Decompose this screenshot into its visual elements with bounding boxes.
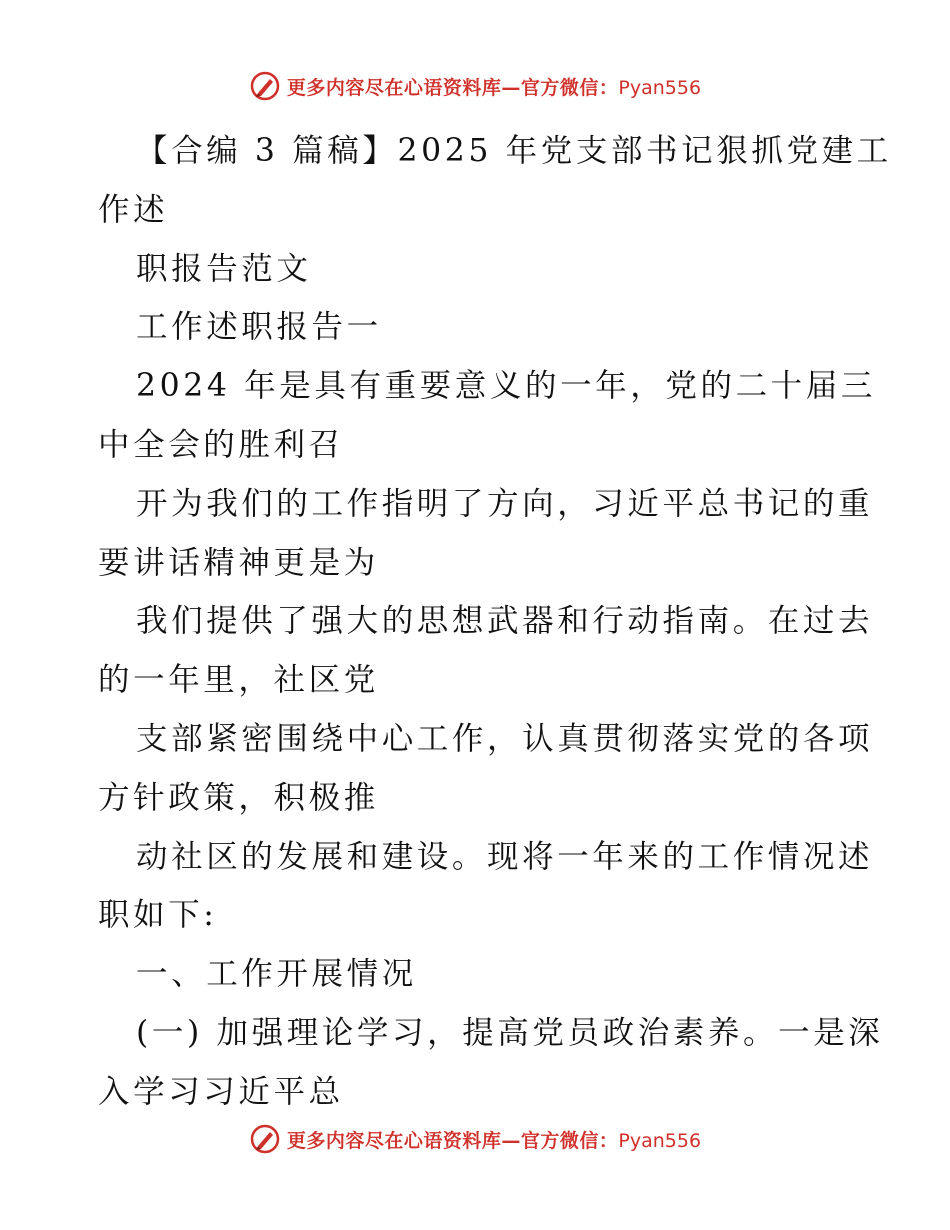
title-line-3: 职报告范文 [136, 250, 312, 287]
title-line-2: 作述 [98, 191, 169, 228]
document-body [98, 122, 892, 1122]
section-heading: 一、工作开展情况 [136, 956, 417, 993]
paragraph-line: (一) 加强理论学习，提高党员政治素养。一是深 [136, 1014, 884, 1051]
paragraph-line: 动社区的发展和建设。现将一年来的工作情况述 [136, 838, 874, 875]
title-line-1: 【合编 3 篇稿】2025 年党支部书记狠抓党建工 [136, 133, 892, 169]
paragraph-line: 开为我们的工作指明了方向，习近平总书记的重 [136, 485, 874, 522]
paragraph-line: 我们提供了强大的思想武器和行动指南。在过去 [136, 603, 874, 640]
paragraph-line: 要讲话精神更是为 [98, 544, 379, 581]
section-heading-report-one: 工作述职报告一 [136, 309, 382, 346]
pen-logo-icon [249, 70, 281, 102]
paragraph-line: 职如下: [98, 897, 218, 934]
paragraph-line: 的一年里，社区党 [98, 662, 379, 699]
paragraph-line: 2024 年是具有重要意义的一年，党的二十届三 [136, 368, 876, 405]
paragraph-line: 中全会的胜利召 [98, 426, 344, 463]
pen-logo-icon [249, 1123, 281, 1155]
watermark-header [0, 70, 950, 102]
watermark-text: 更多内容尽在心语资料库—官方微信：Pyan556 [286, 76, 702, 99]
paragraph-line: 入学习习近平总 [98, 1073, 344, 1110]
watermark-text: 更多内容尽在心语资料库—官方微信：Pyan556 [286, 1129, 702, 1152]
watermark-footer [0, 1123, 950, 1155]
paragraph-line: 支部紧密围绕中心工作，认真贯彻落实党的各项 [136, 720, 874, 757]
paragraph-line: 方针政策，积极推 [98, 779, 379, 816]
